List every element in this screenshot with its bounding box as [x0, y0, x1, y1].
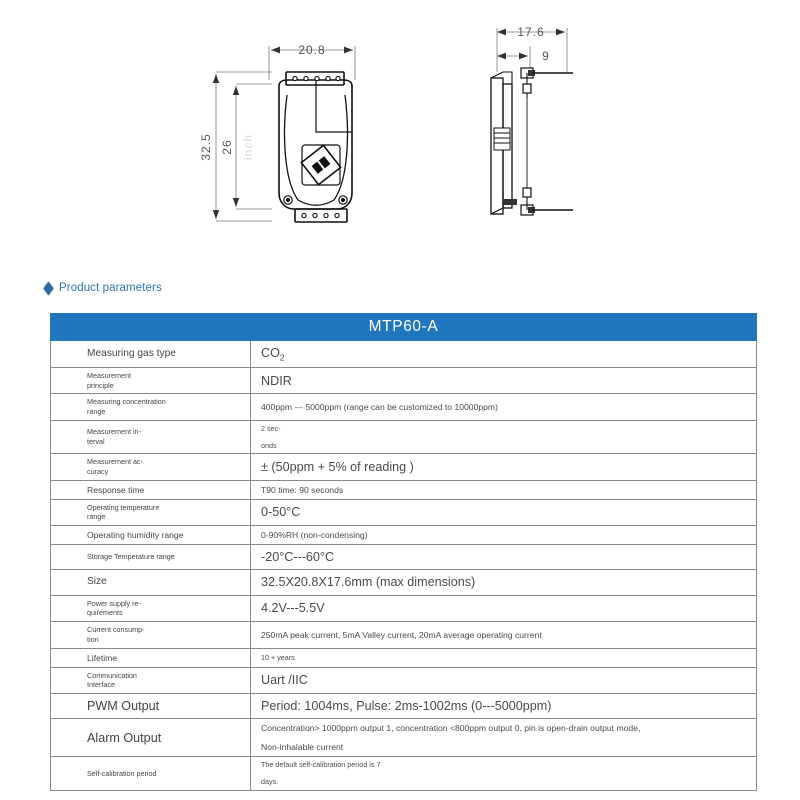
table-title: MTP60-A — [51, 314, 757, 341]
row-value: 32.5X20.8X17.6mm (max dimensions) — [251, 570, 757, 595]
front-pin-holes-bottom — [302, 213, 339, 217]
dim-front-height-inner: 26 — [220, 139, 234, 155]
row-label: Response time — [51, 480, 251, 499]
row-value: 0-50°C — [251, 499, 757, 525]
table-body — [51, 341, 757, 791]
table-row — [51, 622, 757, 648]
row-label: Storage Temperature range — [51, 545, 251, 570]
table-row — [51, 595, 757, 621]
table-row — [51, 667, 757, 693]
table-row — [51, 454, 757, 480]
dim-front-height-outer: 32.5 — [199, 133, 213, 161]
table-row — [51, 694, 757, 719]
table-row — [51, 341, 757, 368]
row-label: Measurement principle — [51, 367, 251, 393]
row-value: T90 time: 90 seconds — [251, 480, 757, 499]
drawing-canvas — [0, 0, 800, 268]
row-value: Uart /IIC — [251, 667, 757, 693]
row-label: Alarm Output — [51, 719, 251, 757]
table-row — [51, 545, 757, 570]
device-logo — [301, 145, 340, 185]
dim-side-offset: 9 — [542, 49, 550, 63]
dimension-drawings — [0, 0, 800, 268]
table-row — [51, 570, 757, 595]
row-label: Power supply re- quirements — [51, 595, 251, 621]
table-row — [51, 367, 757, 393]
table-row — [51, 757, 757, 790]
product-parameters-heading — [44, 282, 162, 294]
row-label: Measurement in- terval — [51, 420, 251, 453]
table-row — [51, 499, 757, 525]
table-row — [51, 526, 757, 545]
diamond-bullet-icon — [43, 281, 54, 296]
row-value: Period: 1004ms, Pulse: 2ms-1002ms (0---5000ppm) — [251, 694, 757, 719]
product-parameters-table — [50, 313, 757, 791]
row-label: Size — [51, 570, 251, 595]
device-side-body — [491, 72, 512, 214]
table-row — [51, 394, 757, 420]
row-value: 4.2V---5.5V — [251, 595, 757, 621]
row-label: Measurement ac- curacy — [51, 454, 251, 480]
row-value: 250mA peak current, 5mA Valley current, 20mA average operating current — [251, 622, 757, 648]
row-label: PWM Output — [51, 694, 251, 719]
row-label: Operating humidity range — [51, 526, 251, 545]
row-value: Concentration> 1000ppm output 1, concentration <800ppm output 0, pin is open-drain output mode, Non-inhalable current — [251, 719, 757, 757]
row-label: Measuring gas type — [51, 341, 251, 368]
row-label: Communication Interface — [51, 667, 251, 693]
row-value: $CO_2$ — [251, 341, 757, 368]
table-row — [51, 648, 757, 667]
row-label: Measuring concentration range — [51, 394, 251, 420]
table-row — [51, 480, 757, 499]
front-mount-screws — [284, 196, 347, 204]
table-row — [51, 719, 757, 757]
row-value: NDIR — [251, 367, 757, 393]
row-value: -20°C---60°C — [251, 545, 757, 570]
row-value: The default self-calibration period is 7 days. — [251, 757, 757, 790]
section-title: Product parameters — [59, 282, 162, 294]
row-label: Lifetime — [51, 648, 251, 667]
dim-side-depth: 17.6 — [517, 25, 545, 39]
side-view-pins — [503, 68, 573, 215]
table-header-row — [51, 314, 757, 341]
drawing-watermark: inch — [241, 133, 255, 161]
row-value: 400ppm --- 5000ppm (range can be customized to 10000ppm) — [251, 394, 757, 420]
row-value: 2 sec- onds — [251, 420, 757, 453]
row-label: Self-calibration period — [51, 757, 251, 790]
row-value: 0-90%RH (non-condensing) — [251, 526, 757, 545]
dim-front-width: 20.8 — [298, 43, 326, 57]
row-label: Current consump- tion — [51, 622, 251, 648]
row-value: 10 + years — [251, 648, 757, 667]
row-value: ± (50ppm + 5% of reading ) — [251, 454, 757, 480]
table-row — [51, 420, 757, 453]
row-label: Operating temperature range — [51, 499, 251, 525]
